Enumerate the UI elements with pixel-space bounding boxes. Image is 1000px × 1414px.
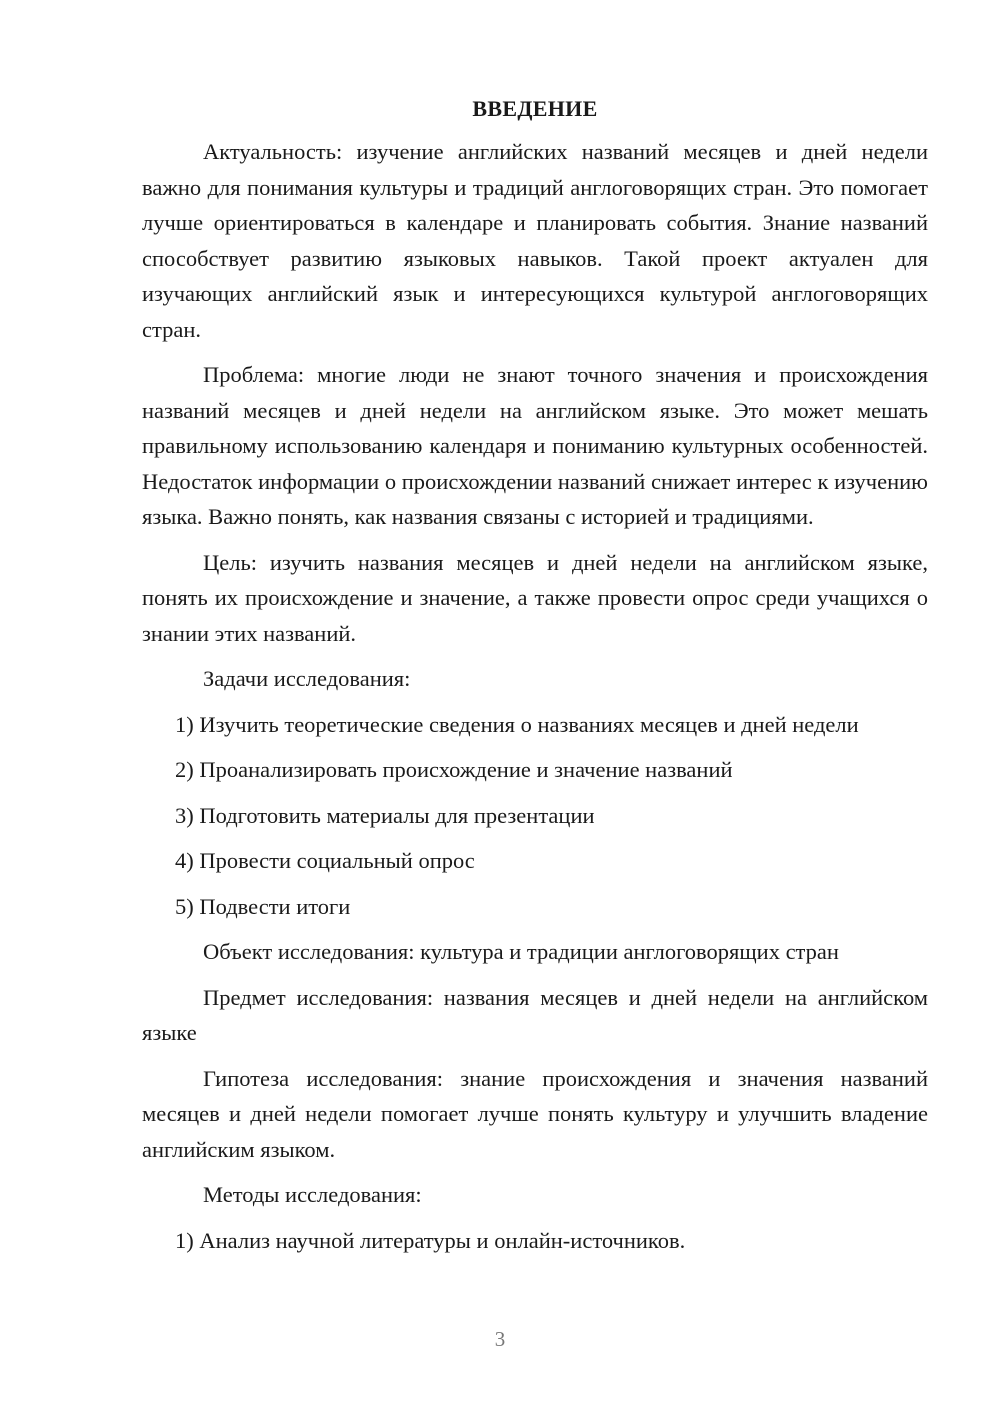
goal-paragraph: Цель: изучить названия месяцев и дней недели на английском языке, понять их происхождение и значение, а также провести опрос среди учащихся о знании этих названий. [142, 549, 928, 646]
object-paragraph: Объект исследования: культура и традиции англоговорящих стран [203, 939, 839, 964]
task-item: 5) Подвести итоги [175, 893, 351, 919]
task-item: 4) Провести социальный опрос [175, 848, 475, 873]
relevance-paragraph: Актуальность: изучение английских названий месяцев и дней недели важно для понимания культуры и традиций англоговорящих стран. Это помогает лучше ориентироваться в календаре и планировать события. Знание названий способствует развитию языковых навыков. Такой проект актуален для изучающих английский язык и интересующихся культурой англоговорящих стран. [142, 139, 928, 342]
hypothesis-paragraph: Гипотеза исследования: знание происхождения и значения названий месяцев и дней недели помогает лучше понять культуру и улучшить владение английским языком. [142, 1065, 928, 1162]
page-number: 3 [494, 1327, 506, 1351]
section-title: ВВЕДЕНИЕ [472, 96, 598, 121]
task-item: 3) Подготовить материалы для презентации [175, 802, 595, 828]
tasks-heading: Задачи исследования: [203, 666, 411, 691]
problem-paragraph: Проблема: многие люди не знают точного значения и происхождения названий месяцев и дней недели на английском языке. Это может мешать правильному использованию календаря и пониманию культурных особенностей. Недостаток информации о происхождении названий снижает интерес к изучению языка. Важно понять, как названия связаны с историей и традициями. [142, 362, 928, 529]
subject-paragraph: Предмет исследования: названия месяцев и дней недели на английском языке [142, 984, 928, 1045]
method-item: 1) Анализ научной литературы и онлайн-источников. [175, 1227, 686, 1253]
task-item: 2) Проанализировать происхождение и значение названий [175, 757, 733, 782]
task-item: 1) Изучить теоретические сведения о названиях месяцев и дней недели [175, 711, 859, 737]
document-page [142, 90, 928, 1258]
methods-heading: Методы исследования: [203, 1182, 422, 1207]
